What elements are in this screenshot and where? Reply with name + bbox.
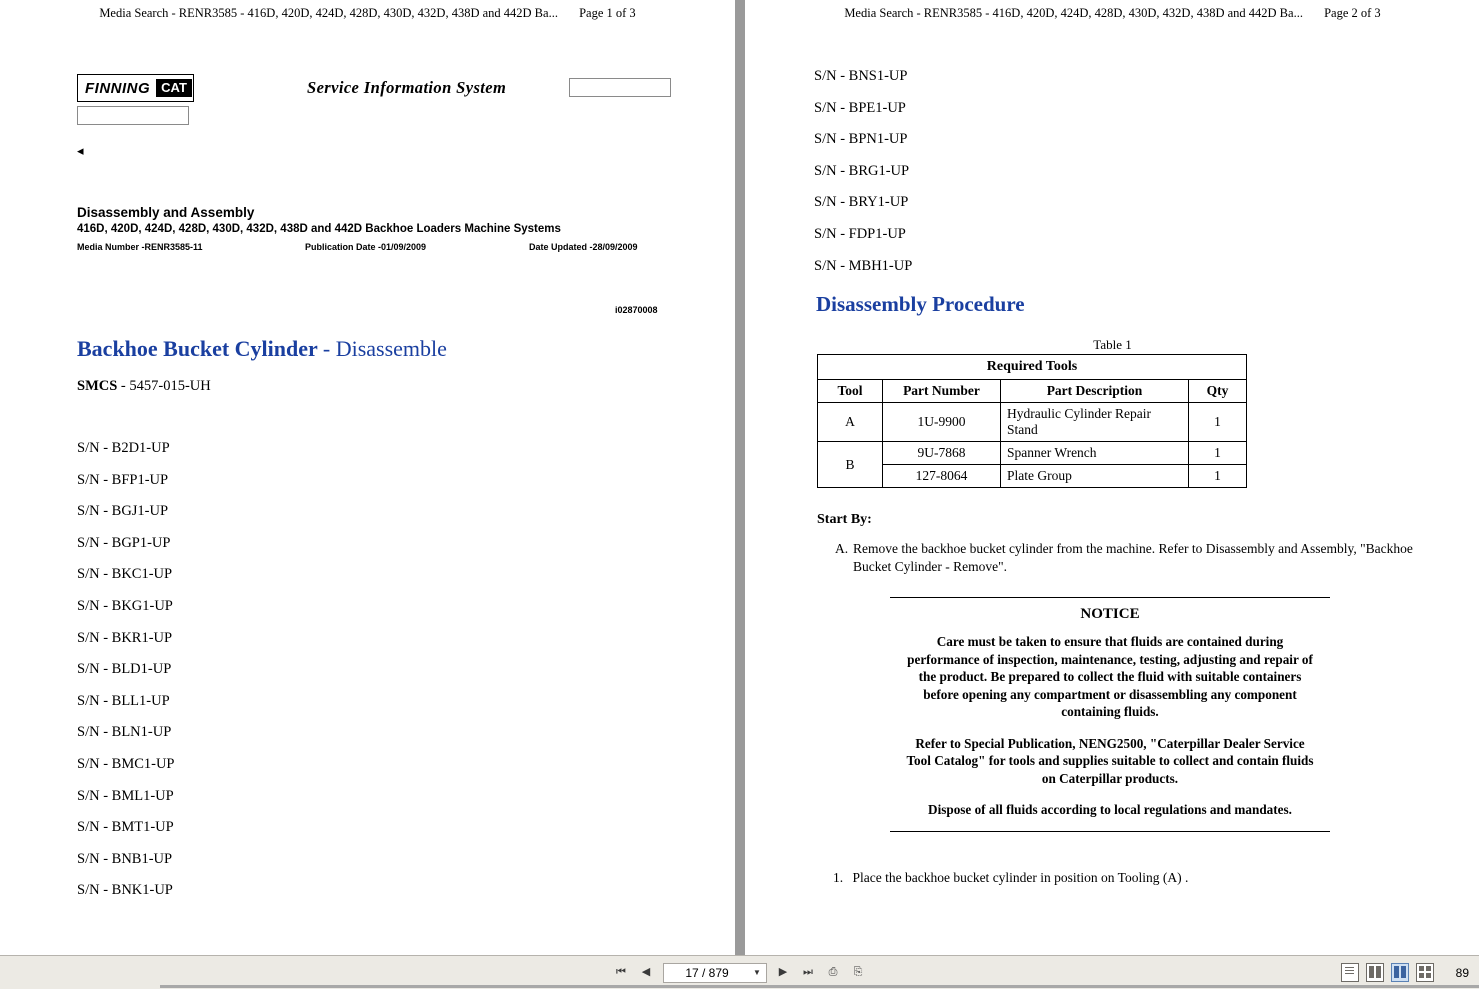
list-item: S/N - BLN1-UP xyxy=(77,724,172,741)
cell-part-description: Spanner Wrench xyxy=(1001,442,1189,465)
step-marker: A. xyxy=(835,541,849,556)
list-item: S/N - BKC1-UP xyxy=(77,566,173,583)
document-title-block xyxy=(77,205,697,256)
page-gutter xyxy=(735,0,745,955)
cell-qty: 1 xyxy=(1189,465,1247,488)
list-item: S/N - BNB1-UP xyxy=(77,850,173,867)
single-page-view-icon[interactable] xyxy=(1341,963,1359,982)
section-title-main: Backhoe Bucket Cylinder xyxy=(77,336,318,361)
list-item: S/N - BKR1-UP xyxy=(77,629,173,646)
list-item: S/N - FDP1-UP xyxy=(814,225,906,242)
notice-paragraph: Care must be taken to ensure that fluids are contained during performance of inspection, maintenance, testing, adjusting and repair of the product. Be prepared to collect the fluid with suitable containers before opening any compartment or disassembling any component containing fluids. xyxy=(907,634,1313,720)
document-branding-area xyxy=(77,56,697,158)
step-marker: 1. xyxy=(833,870,844,885)
cell-part-description: Hydraulic Cylinder Repair Stand xyxy=(1001,403,1189,442)
page-number-value: 17 / 879 xyxy=(685,965,729,980)
finning-logo-text: FINNING xyxy=(85,79,151,97)
notice-paragraph: Refer to Special Publication, NENG2500, "Caterpillar Dealer Service Tool Catalog" for tools and supplies suitable to collect and contain fluids on Caterpillar products. xyxy=(906,735,1314,786)
list-item: S/N - BGP1-UP xyxy=(77,534,171,551)
required-tools-table xyxy=(817,354,1247,488)
section-title-suffix: - Disassemble xyxy=(322,336,447,361)
page-number-input[interactable] xyxy=(663,963,767,983)
table-row xyxy=(818,380,1247,403)
notice-heading: NOTICE xyxy=(1080,606,1140,622)
step-text: Place the backhoe bucket cylinder in position on Tooling (A) . xyxy=(852,870,1189,885)
smcs-label: SMCS xyxy=(77,378,118,394)
table-row xyxy=(818,403,1247,442)
chevron-down-icon[interactable]: ▼ xyxy=(753,968,761,977)
cell-qty: 1 xyxy=(1189,442,1247,465)
cell-part-number: 9U-7868 xyxy=(883,442,1001,465)
start-by-label: Start By: xyxy=(817,512,872,527)
table-caption: Table 1 xyxy=(1093,337,1132,352)
smcs-value: - 5457-015-UH xyxy=(120,378,211,394)
cell-tool: A xyxy=(818,403,883,442)
service-information-system-title: Service Information System xyxy=(307,78,507,97)
cell-tool: B xyxy=(818,442,883,488)
smcs-line xyxy=(77,378,211,395)
secondary-input-field[interactable] xyxy=(77,106,189,125)
table-row xyxy=(818,442,1247,465)
notice-box xyxy=(890,597,1330,832)
next-page-icon[interactable]: ▶ xyxy=(778,966,788,978)
document-metadata xyxy=(77,242,697,256)
cat-logo-badge: CAT xyxy=(156,79,192,97)
start-by-step xyxy=(835,540,1415,576)
cell-part-number: 127-8064 xyxy=(883,465,1001,488)
page-header-title-right: Media Search - RENR3585 - 416D, 420D, 424D, 428D, 430D, 432D, 438D and 442D Ba... xyxy=(844,6,1303,20)
zoom-level-value: 89 xyxy=(1455,965,1469,980)
list-item: S/N - MBH1-UP xyxy=(814,257,913,274)
procedure-title: Disassembly Procedure xyxy=(816,292,1025,316)
table-row xyxy=(818,355,1247,380)
last-page-icon[interactable]: ⏭ xyxy=(803,966,813,978)
list-item: S/N - BPE1-UP xyxy=(814,99,906,116)
list-item: S/N - BMC1-UP xyxy=(77,755,175,772)
list-item: S/N - BGJ1-UP xyxy=(77,503,169,520)
column-header-part-number: Part Number xyxy=(883,380,1001,403)
column-header-qty: Qty xyxy=(1189,380,1247,403)
list-item: S/N - BLL1-UP xyxy=(77,692,170,709)
publication-date: Publication Date -01/09/2009 xyxy=(305,241,427,252)
date-updated: Date Updated -28/09/2009 xyxy=(529,241,638,252)
page-header-pagenum-right: Page 2 of 3 xyxy=(1324,6,1381,20)
page-header-pagenum-left: Page 1 of 3 xyxy=(579,6,636,20)
page-header-title-left: Media Search - RENR3585 - 416D, 420D, 424D, 428D, 430D, 432D, 438D and 442D Ba... xyxy=(99,6,558,20)
cell-qty: 1 xyxy=(1189,403,1247,442)
fit-width-icon[interactable]: ⎘ xyxy=(853,966,863,978)
document-title: Disassembly and Assembly xyxy=(77,205,255,220)
facing-pages-view-icon[interactable] xyxy=(1391,963,1409,982)
media-number: Media Number -RENR3585-11 xyxy=(77,241,203,252)
document-page-right xyxy=(745,0,1479,955)
serial-number-list-left xyxy=(77,441,175,915)
document-code: i02870008 xyxy=(615,305,658,315)
table-title: Required Tools xyxy=(818,355,1247,380)
list-item: S/N - BRY1-UP xyxy=(814,194,909,211)
pdf-toolbar xyxy=(0,955,1479,989)
list-item: S/N - BPN1-UP xyxy=(814,131,908,148)
page-header-left xyxy=(0,6,735,21)
list-item: S/N - BLD1-UP xyxy=(77,661,172,678)
continuous-view-icon[interactable] xyxy=(1366,963,1384,982)
list-item: S/N - BML1-UP xyxy=(77,787,174,804)
step-text: Remove the backhoe bucket cylinder from the machine. Refer to Disassembly and Assembly, "Backhoe Bucket Cylinder - Remove". xyxy=(853,541,1413,575)
column-header-tool: Tool xyxy=(818,380,883,403)
page-header-right xyxy=(745,6,1479,21)
previous-page-icon[interactable]: ◀ xyxy=(641,966,651,978)
back-arrow-icon[interactable]: ◂ xyxy=(77,143,84,158)
list-item: S/N - BFP1-UP xyxy=(77,471,169,488)
list-item: S/N - BNS1-UP xyxy=(814,68,908,84)
list-item: S/N - BMT1-UP xyxy=(77,819,174,836)
first-page-icon[interactable]: ⏮ xyxy=(616,966,626,978)
thumbnail-view-icon[interactable] xyxy=(1416,963,1434,982)
table-row xyxy=(818,465,1247,488)
toolbar-view-group xyxy=(1341,963,1469,982)
notice-paragraph: Dispose of all fluids according to local regulations and mandates. xyxy=(928,802,1292,818)
document-subtitle: 416D, 420D, 424D, 428D, 430D, 432D, 438D and 442D Backhoe Loaders Machine Systems xyxy=(77,223,561,235)
column-header-part-description: Part Description xyxy=(1001,380,1189,403)
logo-row xyxy=(77,56,697,112)
toolbar-navigation-group xyxy=(0,963,1479,983)
list-item: S/N - B2D1-UP xyxy=(77,440,170,456)
header-search-input[interactable] xyxy=(569,78,671,97)
procedure-step-1 xyxy=(833,870,1188,886)
finning-cat-logo xyxy=(77,74,194,102)
cell-part-description: Plate Group xyxy=(1001,465,1189,488)
section-title xyxy=(77,336,447,362)
list-item: S/N - BRG1-UP xyxy=(814,162,910,179)
list-item: S/N - BNK1-UP xyxy=(77,882,173,899)
cell-part-number: 1U-9900 xyxy=(883,403,1001,442)
fit-page-icon[interactable]: ⎙ xyxy=(828,966,838,978)
document-page-left xyxy=(0,0,735,955)
serial-number-list-right xyxy=(814,69,912,290)
list-item: S/N - BKG1-UP xyxy=(77,597,173,614)
